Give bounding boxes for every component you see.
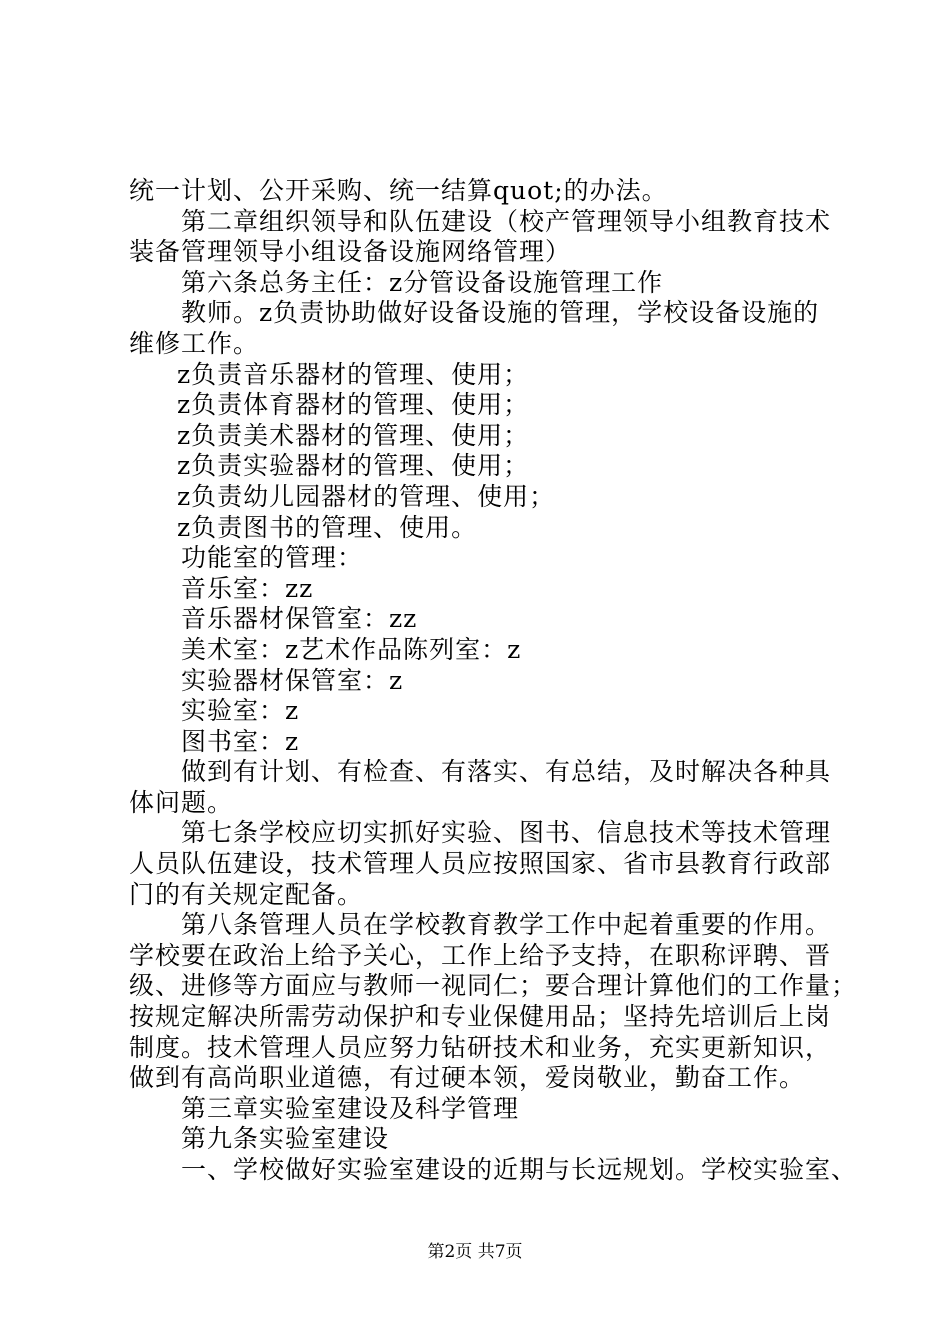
- text-line: 实验室：z: [181, 696, 300, 726]
- text-line: 装备管理领导小组设备设施网络管理）: [129, 237, 572, 267]
- text-line: 音乐器材保管室：zz: [181, 604, 418, 634]
- text-line: 级、进修等方面应与教师一视同仁；要合理计算他们的工作量；: [129, 971, 858, 1001]
- text-line: 第六条总务主任：z分管设备设施管理工作: [181, 267, 664, 297]
- text-line: 维修工作。: [129, 328, 260, 358]
- text-line: 第九条实验室建设: [181, 1124, 390, 1154]
- text-line: 教师。z负责协助做好设备设施的管理，学校设备设施的: [181, 298, 820, 328]
- text-line: 体问题。: [129, 787, 234, 817]
- text-line: 制度。技术管理人员应努力钻研技术和业务，充实更新知识，: [129, 1032, 832, 1062]
- text-line: 功能室的管理：: [181, 543, 364, 573]
- text-line: z负责图书的管理、使用。: [177, 512, 478, 542]
- text-line: z负责实验器材的管理、使用；: [177, 451, 530, 481]
- text-line: 一、学校做好实验室建设的近期与长远规划。学校实验室、: [181, 1155, 858, 1184]
- text-line: 第八条管理人员在学校教育教学工作中起着重要的作用。: [181, 910, 832, 940]
- text-line: 实验器材保管室：z: [181, 665, 404, 695]
- text-line: z负责体育器材的管理、使用；: [177, 390, 530, 420]
- text-line: 第七条学校应切实抓好实验、图书、信息技术等技术管理: [181, 818, 832, 848]
- text-line: 第三章实验室建设及科学管理: [181, 1093, 520, 1123]
- page-footer: 第2页 共7页: [427, 1242, 523, 1262]
- text-line: 学校要在政治上给予关心，工作上给予支持，在职称评聘、晋: [129, 940, 832, 970]
- text-line: 门的有关规定配备。: [129, 879, 364, 909]
- text-line: z负责幼儿园器材的管理、使用；: [177, 481, 556, 511]
- text-line: 做到有计划、有检查、有落实、有总结，及时解决各种具: [181, 757, 832, 787]
- text-line: 音乐室：zz: [181, 573, 314, 603]
- text-line: 按规定解决所需劳动保护和专业保健用品；坚持先培训后上岗: [129, 1002, 832, 1032]
- text-line: 美术室：z艺术作品陈列室：z: [181, 634, 522, 664]
- document-body: [129, 176, 858, 1186]
- text-line: 第二章组织领导和队伍建设（校产管理领导小组教育技术: [181, 206, 832, 236]
- text-line: z负责美术器材的管理、使用；: [177, 420, 530, 450]
- text-line: z负责音乐器材的管理、使用；: [177, 359, 530, 389]
- text-line: 统一计划、公开采购、统一结算quot;的办法。: [129, 176, 668, 205]
- text-line: 图书室：z: [181, 726, 300, 756]
- text-line: 人员队伍建设，技术管理人员应按照国家、省市县教育行政部: [129, 849, 832, 879]
- text-line: 做到有高尚职业道德，有过硬本领，爱岗敬业，勤奋工作。: [129, 1063, 806, 1093]
